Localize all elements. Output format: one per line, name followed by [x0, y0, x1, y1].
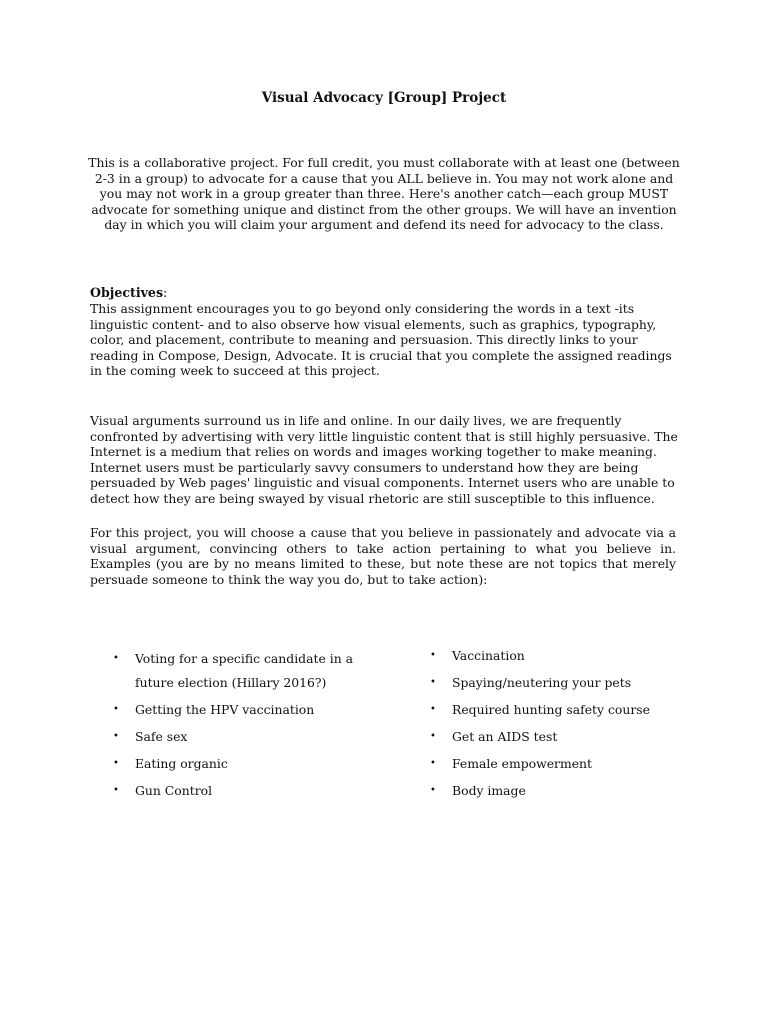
bullet-icon: • — [113, 731, 119, 742]
objectives-heading-colon: : — [163, 285, 168, 300]
list-item — [430, 674, 690, 692]
bullet-icon: • — [113, 653, 119, 664]
examples-list-left — [113, 647, 368, 806]
bullet-icon: • — [430, 677, 436, 688]
objectives-heading — [90, 285, 167, 301]
list-item-text: Safe sex — [135, 729, 188, 744]
list-item-text: Body image — [452, 783, 526, 798]
list-item — [430, 701, 690, 719]
list-item-text: Vaccination — [452, 648, 525, 663]
bullet-icon: • — [430, 704, 436, 715]
list-item — [113, 647, 368, 695]
list-item-text: Eating organic — [135, 756, 228, 771]
bullet-icon: • — [430, 731, 436, 742]
list-item — [113, 725, 368, 749]
bullet-icon: • — [113, 704, 119, 715]
list-item — [430, 782, 690, 800]
list-item — [113, 698, 368, 722]
visual-arguments-paragraph: Visual arguments surround us in life and online. In our daily lives, we are frequently confronted by advertising with very little linguistic content that is still highly persuasive. The Internet is a medium that relies on words and images working together to make meaning. Internet users must be particularly savvy consumers to understand how they are being persuaded by Web pages' linguistic and visual components. Internet users who are unable to detect how they are being swayed by visual rhetoric are still susceptible to this influence. — [90, 413, 678, 506]
list-item — [113, 779, 368, 803]
bullet-icon: • — [113, 785, 119, 796]
list-item-text: Required hunting safety course — [452, 702, 650, 717]
list-item-text: Female empowerment — [452, 756, 592, 771]
bullet-icon: • — [430, 650, 436, 661]
list-item — [430, 728, 690, 746]
list-item-text: Gun Control — [135, 783, 213, 798]
list-item — [430, 755, 690, 773]
list-item — [113, 752, 368, 776]
objectives-body: This assignment encourages you to go beyond only considering the words in a text -its linguistic content- and to also observe how visual elements, such as graphics, typography, color, and placement, contribute to meaning and persuasion. This directly links to your reading in Compose, Design, Advocate. It is crucial that you complete the assigned readings in the coming week to succeed at this project. — [90, 301, 672, 378]
page-title: Visual Advocacy [Group] Project — [261, 90, 507, 106]
list-item-text: Getting the HPV vaccination — [135, 702, 315, 717]
list-item — [430, 647, 690, 665]
examples-list-right — [430, 647, 690, 809]
bullet-icon: • — [430, 785, 436, 796]
list-item-text: Get an AIDS test — [452, 729, 558, 744]
list-item-text: Voting for a specific candidate in a future election (Hillary 2016?) — [135, 651, 354, 690]
project-paragraph: For this project, you will choose a cause that you believe in passionately and advocate via a visual argument, convincing others to take action pertaining to what you believe in. Examples (you are by no means limited to these, but note these are not topics that merely persuade someone to think the way you do, but to take action): — [90, 525, 676, 587]
bullet-icon: • — [430, 758, 436, 769]
intro-paragraph: This is a collaborative project. For full credit, you must collaborate with at least one (between 2-3 in a group) to advocate for a cause that you ALL believe in. You may not work alone and you may not work in a group greater than three. Here's another catch—each group MUST advocate for something unique and distinct from the other groups. We will have an invention day in which you will claim your argument and defend its need for advocacy to the class. — [88, 155, 680, 232]
bullet-icon: • — [113, 758, 119, 769]
objectives-heading-text: Objectives — [90, 285, 164, 300]
list-item-text: Spaying/neutering your pets — [452, 675, 632, 690]
